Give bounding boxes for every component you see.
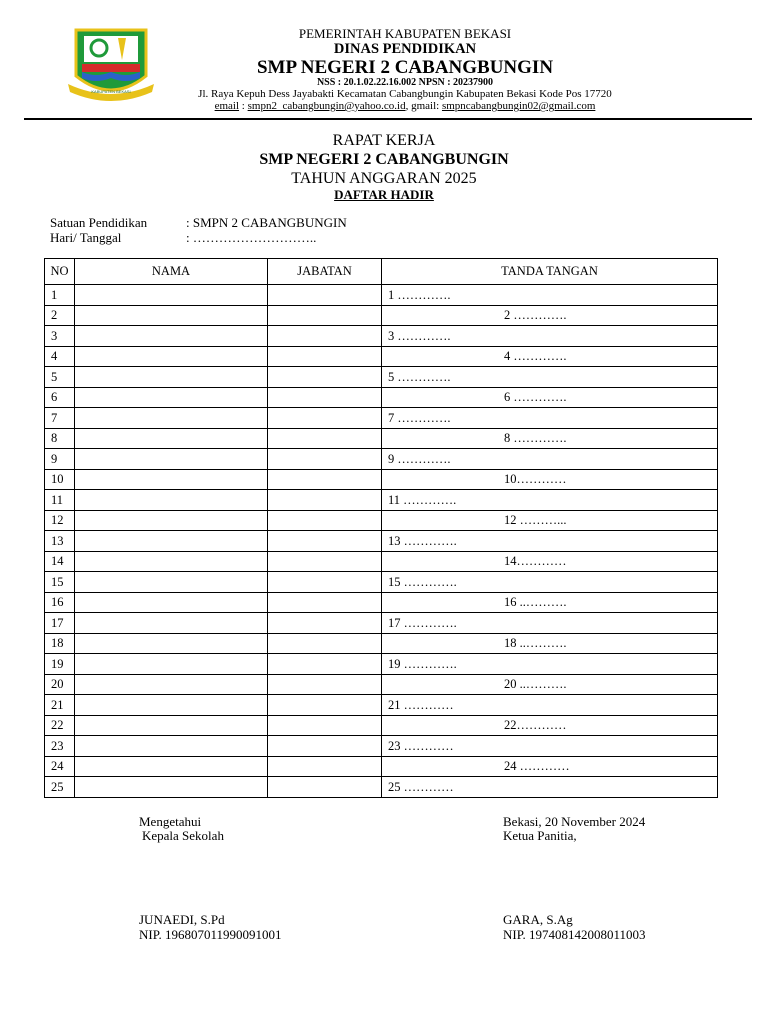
row-jabatan-cell[interactable]	[268, 756, 382, 777]
row-signature: 13 ………….	[382, 531, 718, 552]
row-jabatan-cell[interactable]	[268, 551, 382, 572]
row-nama-cell[interactable]	[75, 777, 268, 798]
footer-left-line1: Mengetahui	[139, 814, 202, 829]
gmail-label: , gmail:	[405, 100, 442, 112]
row-no: 12	[45, 510, 75, 531]
table-row	[45, 428, 718, 449]
table-row	[45, 695, 718, 716]
row-jabatan-cell[interactable]	[268, 674, 382, 695]
table-row	[45, 633, 718, 654]
row-no: 1	[45, 285, 75, 306]
row-no: 21	[45, 695, 75, 716]
headmaster-name: JUNAEDI, S.Pd	[139, 912, 225, 927]
table-row	[45, 756, 718, 777]
row-jabatan-cell[interactable]	[268, 715, 382, 736]
satuan-label: Satuan Pendidikan	[50, 215, 148, 230]
row-signature: 10…………	[382, 469, 718, 490]
table-row	[45, 736, 718, 757]
table-row	[45, 777, 718, 798]
row-jabatan-cell[interactable]	[268, 531, 382, 552]
row-signature: 7 ………….	[382, 408, 718, 429]
info-satuan	[50, 216, 347, 229]
table-row	[45, 654, 718, 675]
row-no: 16	[45, 592, 75, 613]
hari-value: : ………………………..	[186, 230, 317, 245]
header-divider	[24, 118, 752, 120]
row-no: 24	[45, 756, 75, 777]
row-signature: 9 ………….	[382, 449, 718, 470]
email-link-1[interactable]: smpn2_cabangbungin@yahoo.co.id	[247, 100, 406, 112]
contact-line: email : smpn2_cabangbungin@yahoo.co.id, gmail: smpncabangbungin02@gmail.com	[214, 100, 596, 112]
row-no: 18	[45, 633, 75, 654]
table-row	[45, 572, 718, 593]
row-no: 25	[45, 777, 75, 798]
row-nama-cell[interactable]	[75, 736, 268, 757]
row-nama-cell[interactable]	[75, 305, 268, 326]
school-name: SMP NEGERI 2 CABANGBUNGIN	[256, 57, 554, 78]
headmaster-nip: NIP. 196807011990091001	[139, 927, 282, 942]
row-nama-cell[interactable]	[75, 531, 268, 552]
row-signature: 17 ………….	[382, 613, 718, 634]
row-no: 7	[45, 408, 75, 429]
row-nama-cell[interactable]	[75, 633, 268, 654]
row-jabatan-cell[interactable]	[268, 469, 382, 490]
row-jabatan-cell[interactable]	[268, 408, 382, 429]
row-no: 19	[45, 654, 75, 675]
col-tanda-tangan: TANDA TANGAN	[382, 259, 718, 285]
row-no: 11	[45, 490, 75, 511]
header-line1: PEMERINTAH KABUPATEN BEKASI	[298, 26, 512, 41]
row-signature: 16 ..……….	[382, 592, 718, 613]
row-nama-cell[interactable]	[75, 326, 268, 347]
row-jabatan-cell[interactable]	[268, 736, 382, 757]
table-header-row	[45, 259, 718, 285]
row-signature: 21 …………	[382, 695, 718, 716]
row-no: 4	[45, 346, 75, 367]
info-hari	[50, 231, 316, 244]
table-row	[45, 346, 718, 367]
row-jabatan-cell[interactable]	[268, 387, 382, 408]
table-row	[45, 408, 718, 429]
table-row	[45, 531, 718, 552]
attendance-table	[44, 258, 718, 798]
table-row	[45, 469, 718, 490]
row-signature: 1 ………….	[382, 285, 718, 306]
row-nama-cell[interactable]	[75, 592, 268, 613]
row-jabatan-cell[interactable]	[268, 449, 382, 470]
table-row	[45, 551, 718, 572]
row-no: 2	[45, 305, 75, 326]
row-jabatan-cell[interactable]	[268, 346, 382, 367]
row-signature: 8 ………….	[382, 428, 718, 449]
col-nama: NAMA	[75, 259, 268, 285]
row-no: 8	[45, 428, 75, 449]
row-nama-cell[interactable]	[75, 756, 268, 777]
row-jabatan-cell[interactable]	[268, 633, 382, 654]
chair-nip: NIP. 197408142008011003	[503, 927, 646, 942]
row-jabatan-cell[interactable]	[268, 490, 382, 511]
row-jabatan-cell[interactable]	[268, 572, 382, 593]
row-nama-cell[interactable]	[75, 695, 268, 716]
row-signature: 22…………	[382, 715, 718, 736]
table-row	[45, 367, 718, 388]
row-no: 6	[45, 387, 75, 408]
table-row	[45, 510, 718, 531]
row-nama-cell[interactable]	[75, 490, 268, 511]
row-signature: 3 ………….	[382, 326, 718, 347]
row-signature: 18 ..……….	[382, 633, 718, 654]
row-jabatan-cell[interactable]	[268, 777, 382, 798]
row-nama-cell[interactable]	[75, 674, 268, 695]
table-row	[45, 674, 718, 695]
row-jabatan-cell[interactable]	[268, 305, 382, 326]
row-jabatan-cell[interactable]	[268, 592, 382, 613]
table-row	[45, 613, 718, 634]
doc-title-2: SMP NEGERI 2 CABANGBUNGIN	[259, 151, 509, 168]
row-nama-cell[interactable]	[75, 551, 268, 572]
row-jabatan-cell[interactable]	[268, 695, 382, 716]
table-row	[45, 715, 718, 736]
footer-left-line2: Kepala Sekolah	[142, 828, 224, 843]
row-jabatan-cell[interactable]	[268, 367, 382, 388]
table-row	[45, 285, 718, 306]
row-no: 13	[45, 531, 75, 552]
row-nama-cell[interactable]	[75, 346, 268, 367]
footer-right-line2: Ketua Panitia,	[503, 828, 577, 843]
col-jabatan: JABATAN	[268, 259, 382, 285]
table-row	[45, 592, 718, 613]
email-label: email	[214, 100, 240, 112]
row-signature: 24 …………	[382, 756, 718, 777]
row-nama-cell[interactable]	[75, 654, 268, 675]
row-jabatan-cell[interactable]	[268, 285, 382, 306]
school-address: Jl. Raya Kepuh Dess Jayabakti Kecamatan Cabangbungin Kabupaten Bekasi Kode Pos 17720	[198, 88, 612, 100]
row-signature: 14…………	[382, 551, 718, 572]
doc-title-4: DAFTAR HADIR	[334, 187, 434, 202]
row-jabatan-cell[interactable]	[268, 428, 382, 449]
hari-label: Hari/ Tanggal	[50, 230, 122, 245]
row-signature: 2 ………….	[382, 305, 718, 326]
row-signature: 5 ………….	[382, 367, 718, 388]
row-signature: 6 ………….	[382, 387, 718, 408]
table-row	[45, 490, 718, 511]
row-jabatan-cell[interactable]	[268, 510, 382, 531]
row-signature: 19 ………….	[382, 654, 718, 675]
row-no: 10	[45, 469, 75, 490]
logo-ribbon-text: KABUPATEN BEKASI	[91, 89, 131, 94]
row-nama-cell[interactable]	[75, 367, 268, 388]
row-signature: 20 ..……….	[382, 674, 718, 695]
row-no: 22	[45, 715, 75, 736]
row-nama-cell[interactable]	[75, 510, 268, 531]
row-nama-cell[interactable]	[75, 408, 268, 429]
table-row	[45, 305, 718, 326]
row-jabatan-cell[interactable]	[268, 326, 382, 347]
row-nama-cell[interactable]	[75, 285, 268, 306]
header-line2: DINAS PENDIDIKAN	[333, 41, 477, 57]
row-nama-cell[interactable]	[75, 572, 268, 593]
doc-title-3: TAHUN ANGGARAN 2025	[291, 170, 477, 187]
row-signature: 4 ………….	[382, 346, 718, 367]
row-signature: 15 ………….	[382, 572, 718, 593]
row-jabatan-cell[interactable]	[268, 613, 382, 634]
col-no: NO	[45, 259, 75, 285]
row-signature: 11 ………….	[382, 490, 718, 511]
row-nama-cell[interactable]	[75, 613, 268, 634]
satuan-value: : SMPN 2 CABANGBUNGIN	[186, 215, 347, 230]
row-no: 3	[45, 326, 75, 347]
row-no: 14	[45, 551, 75, 572]
footer-right-line1: Bekasi, 20 November 2024	[503, 814, 646, 829]
row-no: 23	[45, 736, 75, 757]
row-nama-cell[interactable]	[75, 715, 268, 736]
row-no: 5	[45, 367, 75, 388]
doc-title-1: RAPAT KERJA	[332, 132, 436, 149]
row-nama-cell[interactable]	[75, 387, 268, 408]
row-signature: 23 …………	[382, 736, 718, 757]
row-nama-cell[interactable]	[75, 449, 268, 470]
row-jabatan-cell[interactable]	[268, 654, 382, 675]
row-nama-cell[interactable]	[75, 469, 268, 490]
table-row	[45, 387, 718, 408]
bekasi-crest-icon	[66, 26, 156, 104]
row-no: 9	[45, 449, 75, 470]
row-no: 17	[45, 613, 75, 634]
nss-npsn: NSS : 20.1.02.22.16.002 NPSN : 20237900	[316, 77, 494, 88]
row-no: 20	[45, 674, 75, 695]
row-nama-cell[interactable]	[75, 428, 268, 449]
row-signature: 25 …………	[382, 777, 718, 798]
chair-name: GARA, S.Ag	[503, 912, 573, 927]
row-signature: 12 ………...	[382, 510, 718, 531]
row-no: 15	[45, 572, 75, 593]
email-link-2[interactable]: smpncabangbungin02@gmail.com	[441, 100, 596, 112]
table-row	[45, 449, 718, 470]
table-row	[45, 326, 718, 347]
